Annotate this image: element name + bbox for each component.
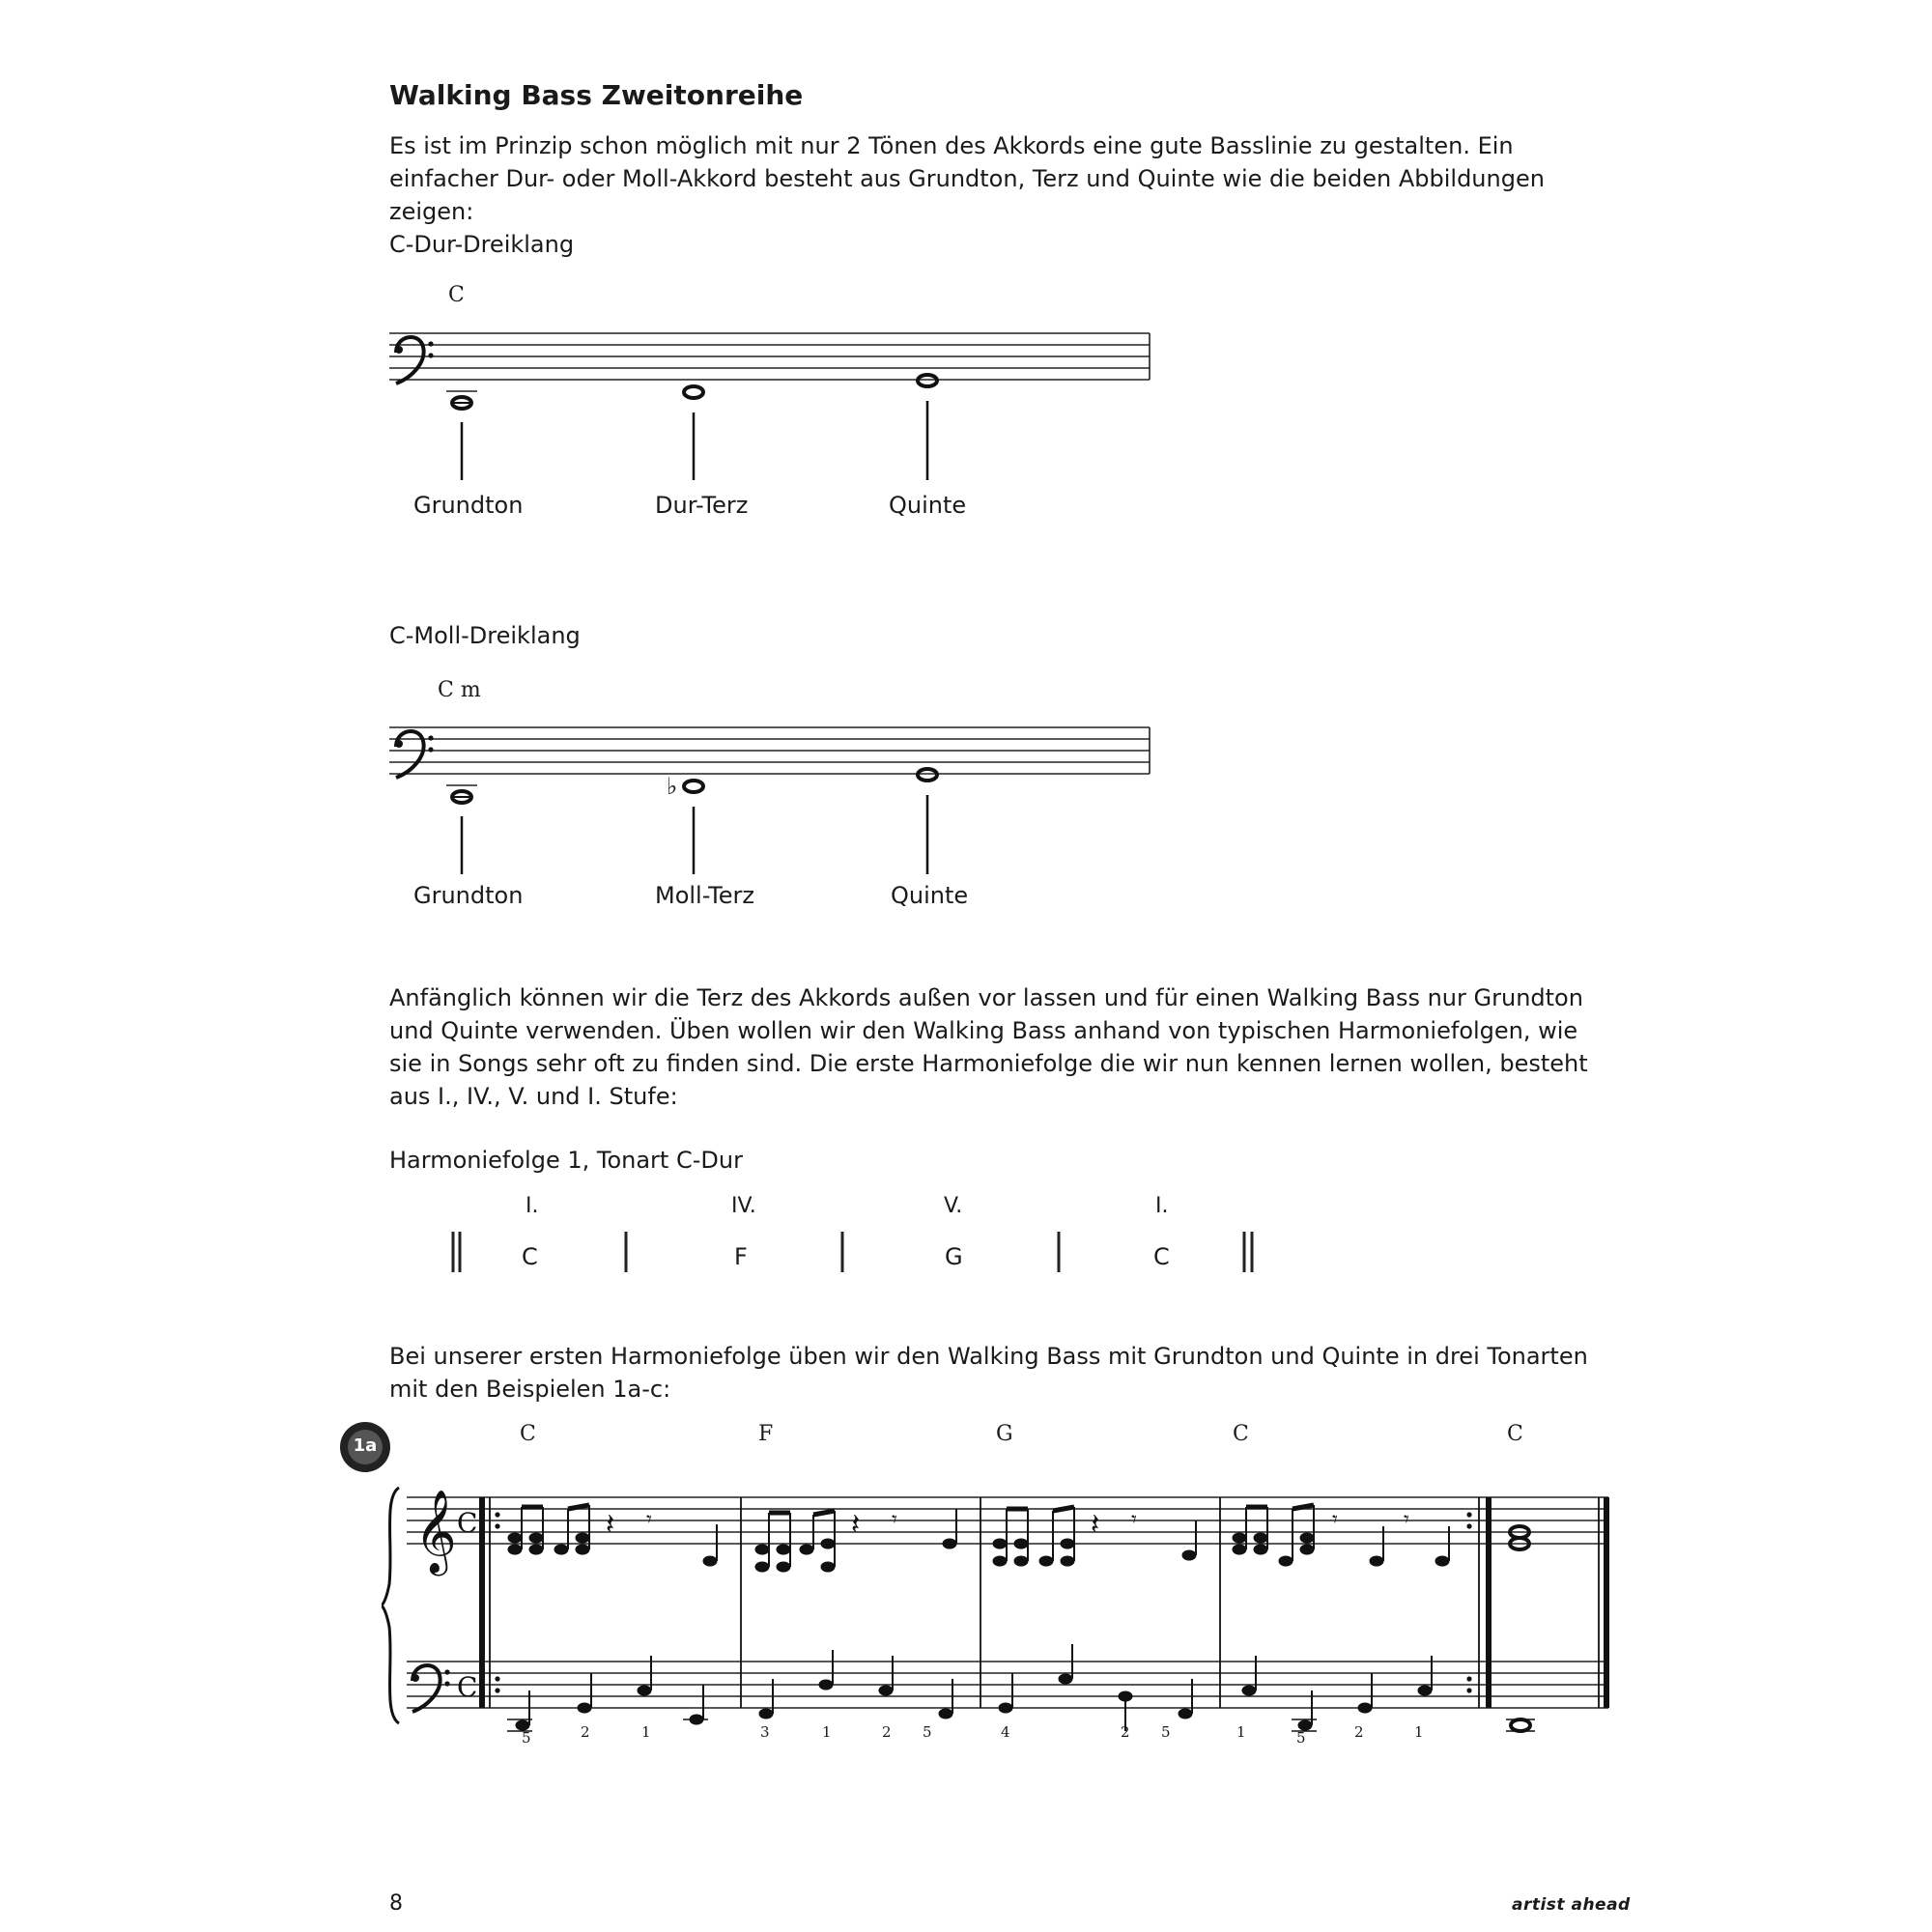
whole-note (684, 781, 703, 792)
fingering: 2 (1354, 1723, 1364, 1741)
whole-note (918, 769, 937, 781)
fingering: 1 (1414, 1723, 1424, 1741)
fingering: 1 (641, 1723, 651, 1741)
svg-text:𝄾: 𝄾 (892, 1508, 897, 1532)
fingering: 2 (1121, 1723, 1130, 1741)
svg-text:𝄾: 𝄾 (646, 1508, 652, 1532)
minor-triad-staff (386, 718, 1159, 892)
example-chord-4: C (1233, 1422, 1249, 1446)
fingering: 2 (882, 1723, 892, 1741)
major-label-root: Grundton (413, 492, 524, 519)
example-intro-paragraph: Bei unserer ersten Harmoniefolge üben wir den Walking Bass mit Grundton und Quinte in drei Tonarten mit den Beispielen 1a-c: (389, 1343, 1588, 1403)
major-triad-caption: C-Dur-Dreiklang (389, 231, 575, 258)
example-chord-5: C (1507, 1422, 1523, 1446)
bass-clef-icon (395, 731, 434, 778)
minor-chord-symbol: C m (438, 678, 481, 702)
example-chord-3: G (996, 1422, 1013, 1446)
fingering: 5 (522, 1729, 531, 1747)
minor-label-fifth: Quinte (891, 882, 969, 909)
page-number: 8 (389, 1891, 403, 1916)
fingering: 1 (822, 1723, 832, 1741)
major-label-third: Dur-Terz (655, 492, 749, 519)
bass-clef-icon (412, 1665, 450, 1712)
explanation-paragraph: Anfänglich können wir die Terz des Akkords außen vor lassen und für einen Walking Bass nur Grundton und Quinte verwenden. Üben wollen wir den Walking Bass anhand von typischen Harmoniefolgen, wie sie in Songs sehr oft zu finden sind. Die erste Harmoniefolge die wir nun kennen lernen wollen, besteht aus I., IV., V. und I. Stufe: (389, 984, 1588, 1110)
progression-chord-1: C (522, 1243, 538, 1270)
example-chord-2: F (758, 1422, 774, 1446)
progression-chord-2: F (734, 1243, 748, 1270)
svg-text:𝄽: 𝄽 (606, 1508, 615, 1542)
progression-caption: Harmoniefolge 1, Tonart C-Dur (389, 1147, 743, 1174)
page-title: Walking Bass Zweitonreihe (389, 79, 804, 111)
major-chord-symbol: C (448, 283, 465, 307)
fingering: 5 (923, 1723, 932, 1741)
degree-2: IV. (731, 1194, 756, 1218)
minor-label-root: Grundton (413, 882, 524, 909)
time-signature-icon: C (457, 1671, 478, 1703)
svg-text:𝄾: 𝄾 (1332, 1508, 1338, 1532)
progression-chord-4: C (1153, 1243, 1170, 1270)
audio-track-badge[interactable] (340, 1422, 390, 1472)
fingering: 3 (760, 1723, 770, 1741)
svg-text:𝄾: 𝄾 (1131, 1508, 1137, 1532)
track-label: 1a (353, 1435, 378, 1456)
flat-icon: ♭ (667, 773, 678, 800)
fingering: 5 (1161, 1723, 1171, 1741)
minor-label-third: Moll-Terz (655, 882, 754, 909)
degree-3: V. (944, 1194, 963, 1218)
intro-paragraph: Es ist im Prinzip schon möglich mit nur 2 Tönen des Akkords eine gute Basslinie zu gestalten. Ein einfacher Dur- oder Moll-Akkord besteht aus Grundton, Terz und Quinte wie die beiden Abbildungen zeigen: (389, 132, 1545, 225)
treble-clef-icon: 𝄞 (414, 1490, 457, 1573)
whole-note (1511, 1719, 1530, 1731)
publisher-logo: artist ahead (1512, 1895, 1631, 1915)
example-chord-1: C (520, 1422, 536, 1446)
degree-4: I. (1155, 1194, 1169, 1218)
example-grand-staff (382, 1468, 1618, 1758)
degree-1: I. (526, 1194, 539, 1218)
minor-triad-caption: C-Moll-Dreiklang (389, 622, 581, 649)
whole-note (918, 375, 937, 386)
major-triad-staff (386, 324, 1159, 497)
svg-text:𝄽: 𝄽 (851, 1508, 861, 1542)
svg-text:𝄾: 𝄾 (1404, 1508, 1409, 1532)
whole-note (684, 386, 703, 398)
bass-clef-icon (395, 337, 434, 384)
fingering: 5 (1296, 1729, 1306, 1747)
svg-text:𝄽: 𝄽 (1091, 1508, 1100, 1542)
progression-barlines (444, 1230, 1265, 1278)
time-signature-icon: C (457, 1507, 478, 1539)
fingering: 1 (1236, 1723, 1246, 1741)
fingering: 4 (1001, 1723, 1010, 1741)
major-label-fifth: Quinte (889, 492, 967, 519)
progression-chord-3: G (945, 1243, 963, 1270)
brace-icon (382, 1488, 399, 1723)
fingering: 2 (581, 1723, 590, 1741)
